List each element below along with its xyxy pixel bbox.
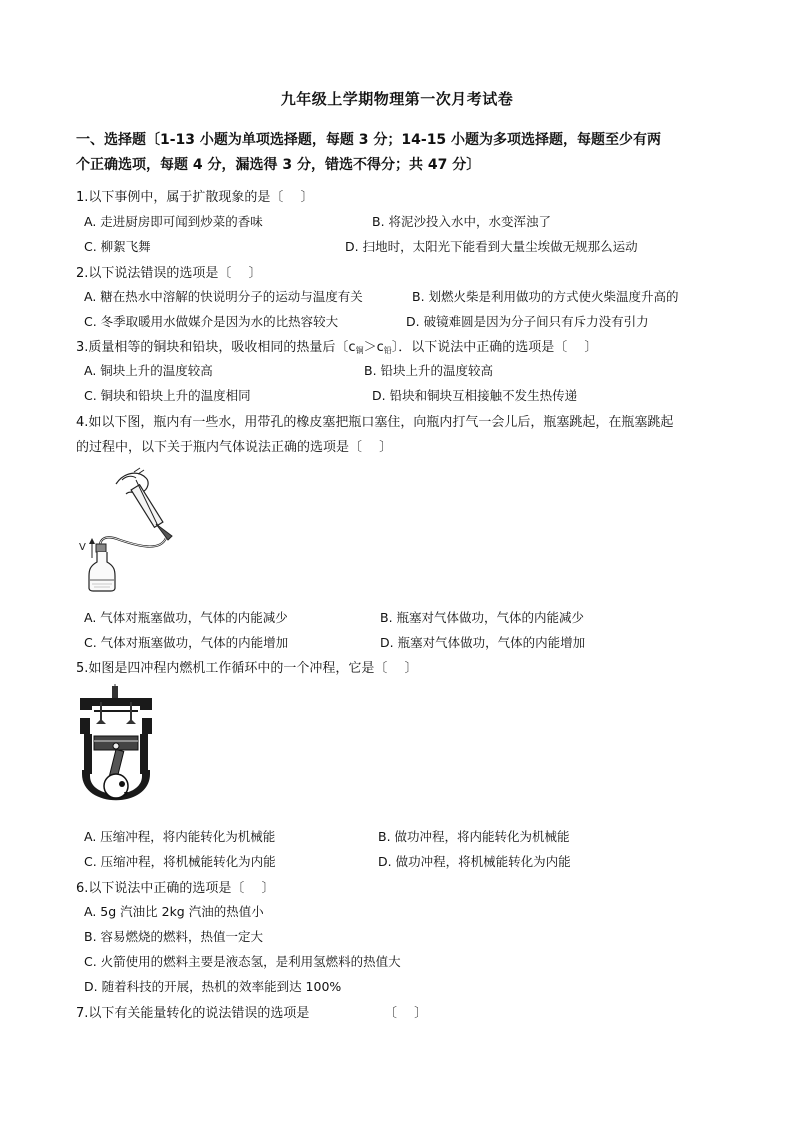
question-6-option-c[interactable]: C. 火箭使用的燃料主要是液态氢，是利用氢燃料的热值大 [84, 954, 401, 969]
question-5-option-c[interactable]: C. 压缩冲程，将机械能转化为内能 [84, 854, 276, 869]
question-4-stem-line-1: 4.如以下图，瓶内有一些水，用带孔的橡皮塞把瓶口塞住，向瓶内打气一会儿后，瓶塞跳起，在瓶塞跳起 [76, 415, 674, 430]
question-6-option-a[interactable]: A. 5g 汽油比 2kg 汽油的热值小 [84, 904, 264, 919]
section-heading-line-1: 一、选择题〔1-13 小题为单项选择题，每题 3 分；14-15 小题为多项选择题，每题至少有两 [76, 132, 662, 148]
question-2-option-d[interactable]: D. 破镜难圆是因为分子间只有斥力没有引力 [406, 314, 649, 329]
question-3-stem-part-c: 〕．以下说法中正确的选项是〔 〕 [391, 340, 598, 355]
question-1-option-a[interactable]: A. 走进厨房即可闻到炒菜的香味 [84, 214, 263, 229]
question-4-option-d[interactable]: D. 瓶塞对气体做功，气体的内能增加 [380, 635, 586, 650]
question-2-option-a[interactable]: A. 糖在热水中溶解的快说明分子的运动与温度有关 [84, 289, 363, 304]
question-3-stem-part-a: 3.质量相等的铜块和铅块，吸收相同的热量后〔c [76, 340, 356, 355]
question-4-stem-line-2: 的过程中，以下关于瓶内气体说法正确的选项是〔 〕 [76, 440, 393, 455]
question-3-option-b[interactable]: B. 铅块上升的温度较高 [364, 363, 494, 378]
question-1-option-c[interactable]: C. 柳絮飞舞 [84, 239, 151, 254]
question-3-stem [76, 336, 597, 356]
question-5-stem: 5.如图是四冲程内燃机工作循环中的一个冲程，它是〔 〕 [76, 661, 418, 676]
question-6-stem: 6.以下说法中正确的选项是〔 〕 [76, 881, 275, 896]
question-4-option-a[interactable]: A. 气体对瓶塞做功，气体的内能减少 [84, 610, 288, 625]
question-7-stem: 7.以下有关能量转化的说法错误的选项是 [76, 1006, 310, 1021]
question-6-option-b[interactable]: B. 容易燃烧的燃料，热值一定大 [84, 929, 264, 944]
section-heading [76, 128, 726, 178]
question-3-option-a[interactable]: A. 铜块上升的温度较高 [84, 363, 213, 378]
page-title: 九年级上学期物理第一次月考试卷 [280, 90, 514, 108]
question-1-stem: 1.以下事例中，属于扩散现象的是〔 〕 [76, 190, 314, 205]
question-4-option-c[interactable]: C. 气体对瓶塞做功，气体的内能增加 [84, 635, 289, 650]
question-2-option-c[interactable]: C. 冬季取暖用水做媒介是因为水的比热容较大 [84, 314, 339, 329]
question-1-option-b[interactable]: B. 将泥沙投入水中，水变浑浊了 [372, 214, 552, 229]
subscript-copper: 铜 [355, 346, 364, 355]
question-3-option-d[interactable]: D. 铅块和铜块互相接触不发生热传递 [372, 388, 578, 403]
question-1-option-d[interactable]: D. 扫地时，太阳光下能看到大量尘埃做无规那么运动 [345, 239, 638, 254]
subscript-lead: 铅 [383, 346, 392, 355]
bottle-pump-figure [76, 466, 186, 592]
question-7-answer-paren: 〔 〕 [384, 1006, 428, 1021]
question-6-option-d[interactable]: D. 随着科技的开展，热机的效率能到达 100% [84, 979, 342, 994]
engine-cylinder-figure [76, 684, 156, 820]
question-2-option-b[interactable]: B. 划燃火柴是利用做功的方式使火柴温度升高的 [412, 289, 679, 304]
question-5-option-d[interactable]: D. 做功冲程，将机械能转化为内能 [378, 854, 571, 869]
question-5-option-b[interactable]: B. 做功冲程，将内能转化为机械能 [378, 829, 570, 844]
question-3-stem-part-b: ＞c [363, 340, 384, 355]
question-5-option-a[interactable]: A. 压缩冲程，将内能转化为机械能 [84, 829, 276, 844]
section-heading-line-2: 个正确选项，每题 4 分，漏选得 3 分，错选不得分；共 47 分〕 [76, 157, 481, 173]
question-2-stem: 2.以下说法错误的选项是〔 〕 [76, 266, 262, 281]
velocity-label: V [79, 542, 86, 553]
question-3-option-c[interactable]: C. 铜块和铅块上升的温度相同 [84, 388, 251, 403]
question-4-option-b[interactable]: B. 瓶塞对气体做功，气体的内能减少 [380, 610, 585, 625]
